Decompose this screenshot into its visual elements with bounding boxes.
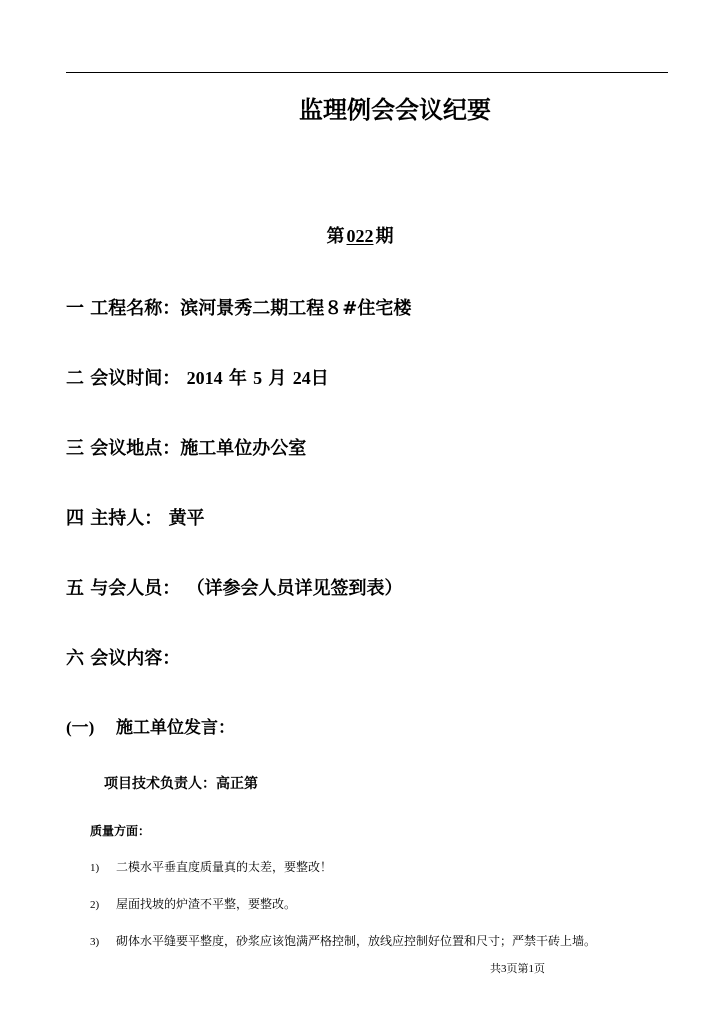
footer-current-page: 1 <box>528 963 534 975</box>
issue-prefix: 第 <box>326 226 345 247</box>
list-item-text: 屋面找坡的炉渣不平整，要整改。 <box>116 897 297 911</box>
meeting-year: 2014 <box>186 368 223 388</box>
meeting-day-unit: 日 <box>310 368 329 389</box>
meeting-location-label: 三 会议地点： <box>66 438 181 459</box>
document-title: 监理例会会议纪要 <box>299 96 491 124</box>
meeting-month-unit: 月 <box>268 368 287 389</box>
meeting-month: 5 <box>253 368 263 388</box>
list-item-index: 2) <box>90 899 100 911</box>
issue-number: 022 <box>346 226 374 246</box>
list-item <box>90 895 296 912</box>
subsection-contractor-speech <box>66 713 235 738</box>
issue-number-line <box>260 222 460 248</box>
attendees-label: 五 与会人员： <box>66 578 181 599</box>
page-footer <box>490 960 545 976</box>
list-item <box>90 858 332 875</box>
meeting-content-label: 六 会议内容： <box>66 648 181 669</box>
list-item-index: 1) <box>90 862 100 874</box>
issue-suffix: 期 <box>375 226 394 247</box>
quality-heading: 质量方面： <box>90 824 151 838</box>
meeting-time-label: 二 会议时间： <box>66 368 181 389</box>
speaker-line: 项目技术负责人：高正第 <box>104 776 258 792</box>
project-name-label: 一 工程名称： <box>66 298 181 319</box>
footer-total-pages: 3 <box>501 963 507 975</box>
host-value: 黄平 <box>168 508 205 529</box>
meeting-day: 24 <box>292 368 311 388</box>
footer-current-suffix: 页 <box>534 962 545 975</box>
section-attendees <box>66 574 403 600</box>
footer-total-prefix: 共 <box>490 962 501 975</box>
host-label: 四 主持人： <box>66 508 163 529</box>
section-meeting-location <box>66 434 306 460</box>
subsection-title: 施工单位发言： <box>116 718 235 738</box>
footer-total-suffix: 页第 <box>506 962 529 975</box>
project-name-value: 滨河景秀二期工程８#住宅楼 <box>180 298 412 319</box>
section-project-name <box>66 294 411 320</box>
subsection-number: (一) <box>66 718 95 737</box>
section-meeting-content <box>66 644 180 670</box>
header-rule <box>66 72 668 73</box>
list-item-text: 二模水平垂直度质量真的太差，要整改！ <box>116 860 333 874</box>
section-meeting-time <box>66 364 329 390</box>
list-item-text: 砌体水平缝要平整度，砂浆应该饱满严格控制，放线应控制好位置和尺寸；严禁干砖上墙。 <box>116 934 597 948</box>
list-item <box>90 932 596 949</box>
section-host <box>66 504 205 530</box>
attendees-value: （详参会人员详见签到表） <box>186 578 403 599</box>
list-item-index: 3) <box>90 936 100 948</box>
meeting-location-value: 施工单位办公室 <box>180 438 307 459</box>
meeting-year-unit: 年 <box>228 368 247 389</box>
